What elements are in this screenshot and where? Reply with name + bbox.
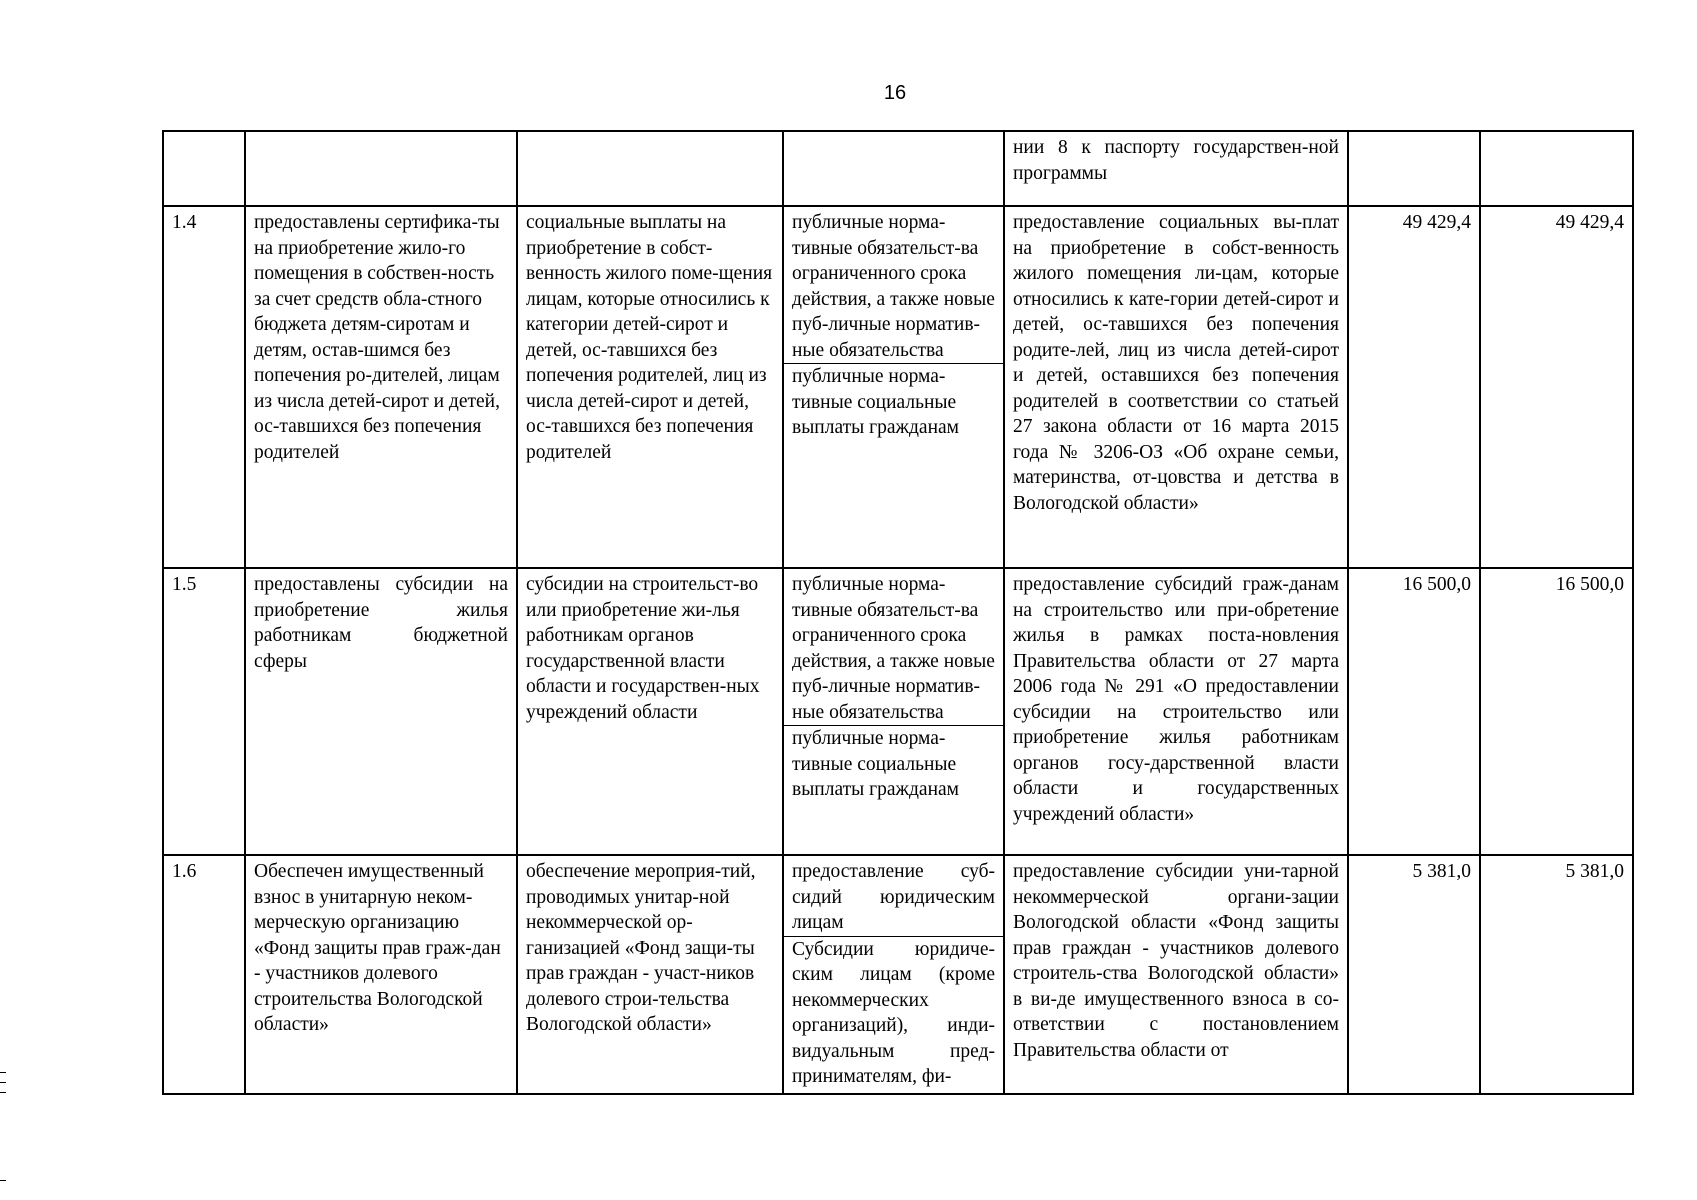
cell-amount-2: 49 429,4 — [1480, 206, 1633, 568]
page-number: 16 — [883, 82, 907, 104]
cell-amount-2: 5 381,0 — [1480, 855, 1633, 1094]
table-row — [163, 855, 1633, 1094]
margin-tick — [0, 1092, 6, 1093]
cell-amount-1: 5 381,0 — [1348, 855, 1480, 1094]
margin-tick — [0, 1082, 6, 1083]
cell-direction: субсидии на строительст-во или приобретение жи-лья работникам органов государственной власти области и государствен-ных учреждений области — [517, 568, 783, 855]
expense-type-part: публичные норма-тивные обязательст-ва ограниченного срока действия, а также новые пуб-личные норматив-ные обязательства — [792, 574, 995, 723]
cell-amount-1: 49 429,4 — [1348, 206, 1480, 568]
cell-amount-1 — [1348, 131, 1480, 206]
cell-index: 1.5 — [163, 568, 245, 855]
cell-result — [245, 131, 517, 206]
cell-direction: социальные выплаты на приобретение в собст-венность жилого поме-щения лицам, которые относились к категории детей-сирот и детей, ос-тавшихся без попечения родителей, лиц из числа детей-сирот и детей, ос-тавшихся без попечения родителей — [517, 206, 783, 568]
cell-direction — [517, 131, 783, 206]
cell-index: 1.6 — [163, 855, 245, 1094]
expense-type-part: публичные норма-тивные социальные выплаты гражданам — [784, 725, 1003, 803]
cell-result: предоставлены субсидии на приобретение жилья работникам бюджетной сферы — [245, 568, 517, 855]
cell-index: 1.4 — [163, 206, 245, 568]
cell-basis: предоставление субсидии уни-тарной некоммерческой органи-зации Вологодской области «Фонд защиты прав граждан - участников долевого строитель-ства Вологодской области» в ви-де имущественного взноса в со-ответствии с постановлением Правительства области от — [1004, 855, 1348, 1094]
cell-amount-2 — [1480, 131, 1633, 206]
cell-result: предоставлены сертифика-ты на приобретение жило-го помещения в собствен-ность за счет средств обла-стного бюджета детям-сиротам и детям, остав-шимся без попечения ро-дителей, лицам из числа детей-сирот и детей, ос-тавшихся без попечения родителей — [245, 206, 517, 568]
cell-expense-type — [783, 568, 1004, 855]
program-table — [162, 130, 1634, 1095]
table-row — [163, 568, 1633, 855]
cell-amount-2: 16 500,0 — [1480, 568, 1633, 855]
expense-type-part: публичные норма-тивные социальные выплаты гражданам — [784, 363, 1003, 441]
expense-type-part: публичные норма-тивные обязательст-ва ограниченного срока действия, а также новые пуб-личные норматив-ные обязательства — [792, 212, 995, 361]
cell-index — [163, 131, 245, 206]
cell-expense-type — [783, 206, 1004, 568]
cell-basis: предоставление субсидий граж-данам на строительство или при-обретение жилья в рамках поста-новления Правительства области от 27 марта 2006 года № 291 «О предоставлении субсидии на строительство или приобретение жилья работникам органов госу-дарственной власти области и государственных учреждений области» — [1004, 568, 1348, 855]
expense-type-part: предоставление суб-сидий юридическим лицам — [792, 861, 995, 933]
expense-type-part: Субсидии юридиче-ским лицам (кроме некоммерческих организаций), инди-видуальным пред-принимателям, фи- — [784, 936, 1003, 1090]
cell-amount-1: 16 500,0 — [1348, 568, 1480, 855]
cell-basis: нии 8 к паспорту государствен-ной программы — [1004, 131, 1348, 206]
cell-direction: обеспечение мероприя-тий, проводимых унитар-ной некоммерческой ор-ганизацией «Фонд защи-ты прав граждан - участ-ников долевого строи-тельства Вологодской области» — [517, 855, 783, 1094]
cell-result: Обеспечен имущественный взнос в унитарную неком-мерческую организацию «Фонд защиты прав граж-дан - участников долевого строительства Вологодской области» — [245, 855, 517, 1094]
table-row-continuation — [163, 131, 1633, 206]
cell-expense-type — [783, 131, 1004, 206]
margin-tick — [0, 1072, 6, 1073]
cell-basis: предоставление социальных вы-плат на приобретение в собст-венность жилого помещения ли-цам, которые относились к кате-гории детей-сирот и детей, ос-тавшихся без попечения родите-лей, лиц из числа детей-сирот и детей, оставшихся без попечения родителей в соответствии со статьей 27 закона области от 16 марта 2015 года № 3206-ОЗ «Об охране семьи, материнства, от-цовства и детства в Вологодской области» — [1004, 206, 1348, 568]
cell-expense-type — [783, 855, 1004, 1094]
margin-tick — [0, 1180, 6, 1181]
table-row — [163, 206, 1633, 568]
